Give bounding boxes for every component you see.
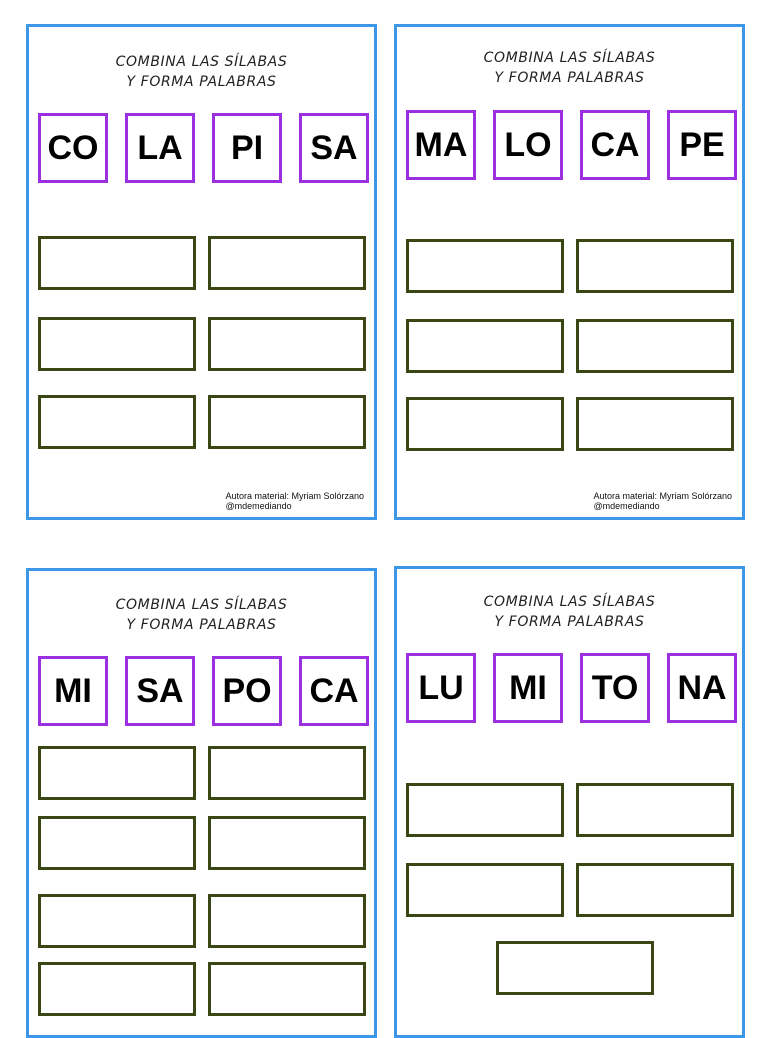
- card-title-line2: Y FORMA PALABRAS: [494, 614, 645, 630]
- syllable-tile: LU: [406, 653, 476, 723]
- card-title-line2: Y FORMA PALABRAS: [494, 70, 645, 86]
- answer-box[interactable]: [208, 236, 366, 290]
- answer-box[interactable]: [38, 746, 196, 800]
- syllable-tile: SA: [299, 113, 369, 183]
- syllable-tile: MI: [493, 653, 563, 723]
- author-credit: [593, 491, 732, 511]
- worksheet-card-1: [26, 24, 377, 520]
- worksheet-card-4: [394, 566, 745, 1038]
- answer-box[interactable]: [208, 894, 366, 948]
- syllable-tile: LA: [125, 113, 195, 183]
- credit-author: Autora material: Myriam Solórzano: [593, 491, 732, 501]
- syllable-tile: LO: [493, 110, 563, 180]
- answer-box[interactable]: [576, 319, 734, 373]
- answer-box[interactable]: [576, 239, 734, 293]
- answer-box[interactable]: [208, 962, 366, 1016]
- answer-box[interactable]: [576, 863, 734, 917]
- card-title-line1: COMBINA LAS SÍLABAS: [115, 54, 288, 70]
- answer-box[interactable]: [38, 317, 196, 371]
- credit-handle: @mdemediando: [225, 501, 292, 511]
- answer-box[interactable]: [208, 395, 366, 449]
- syllable-tile: SA: [125, 656, 195, 726]
- syllable-tile: MI: [38, 656, 108, 726]
- answer-box[interactable]: [406, 319, 564, 373]
- author-credit: [225, 491, 364, 511]
- credit-handle: @mdemediando: [593, 501, 660, 511]
- answer-box[interactable]: [208, 746, 366, 800]
- syllable-tile: PE: [667, 110, 737, 180]
- syllable-tile: CA: [299, 656, 369, 726]
- syllable-tile: PO: [212, 656, 282, 726]
- answer-box[interactable]: [38, 236, 196, 290]
- answer-box[interactable]: [38, 816, 196, 870]
- syllable-tile: CO: [38, 113, 108, 183]
- answer-box[interactable]: [38, 894, 196, 948]
- answer-box[interactable]: [38, 962, 196, 1016]
- card-title-line2: Y FORMA PALABRAS: [126, 74, 277, 90]
- worksheet-card-2: [394, 24, 745, 520]
- answer-box[interactable]: [576, 397, 734, 451]
- answer-box[interactable]: [496, 941, 654, 995]
- answer-box[interactable]: [38, 395, 196, 449]
- answer-box[interactable]: [576, 783, 734, 837]
- card-title-line1: COMBINA LAS SÍLABAS: [115, 597, 288, 613]
- syllable-tile: MA: [406, 110, 476, 180]
- answer-box[interactable]: [208, 816, 366, 870]
- syllable-tile: CA: [580, 110, 650, 180]
- answer-box[interactable]: [406, 863, 564, 917]
- answer-box[interactable]: [208, 317, 366, 371]
- syllable-tile: NA: [667, 653, 737, 723]
- card-title-line1: COMBINA LAS SÍLABAS: [483, 594, 656, 610]
- syllable-tile: TO: [580, 653, 650, 723]
- answer-box[interactable]: [406, 239, 564, 293]
- answer-box[interactable]: [406, 783, 564, 837]
- card-title-line1: COMBINA LAS SÍLABAS: [483, 50, 656, 66]
- card-title-line2: Y FORMA PALABRAS: [126, 617, 277, 633]
- worksheet-card-3: [26, 568, 377, 1038]
- answer-box[interactable]: [406, 397, 564, 451]
- credit-author: Autora material: Myriam Solórzano: [225, 491, 364, 501]
- syllable-tile: PI: [212, 113, 282, 183]
